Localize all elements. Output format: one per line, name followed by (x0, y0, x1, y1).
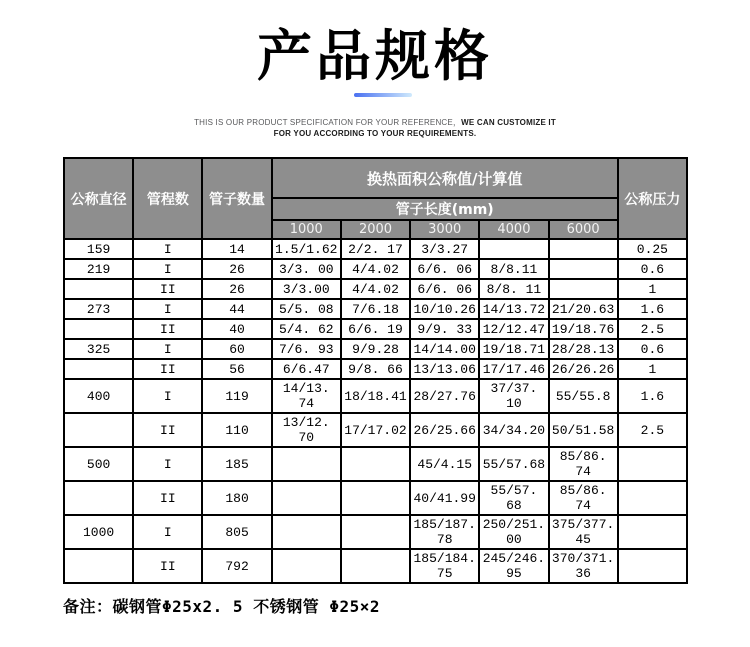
pressure-cell (618, 549, 687, 583)
header-length-3000: 3000 (410, 220, 479, 239)
tube-count-cell: 44 (202, 299, 271, 319)
area-4000-cell (479, 239, 548, 259)
tube-count-cell: 110 (202, 413, 271, 447)
passes-cell: II (133, 279, 202, 299)
area-6000-cell (549, 259, 618, 279)
area-1000-cell: 3/3. 00 (272, 259, 341, 279)
area-2000-cell: 4/4.02 (341, 279, 410, 299)
area-2000-cell: 9/9.28 (341, 339, 410, 359)
pressure-cell: 1.6 (618, 379, 687, 413)
header-pressure: 公称压力 (618, 158, 687, 239)
area-4000-cell: 55/57.68 (479, 447, 548, 481)
area-3000-cell: 40/41.99 (410, 481, 479, 515)
passes-cell: I (133, 239, 202, 259)
tube-count-cell: 26 (202, 259, 271, 279)
area-6000-cell: 19/18.76 (549, 319, 618, 339)
area-4000-cell: 55/57. 68 (479, 481, 548, 515)
area-2000-cell: 18/18.41 (341, 379, 410, 413)
area-4000-cell: 34/34.20 (479, 413, 548, 447)
accent-divider (354, 93, 412, 97)
area-3000-cell: 6/6. 06 (410, 259, 479, 279)
tube-count-cell: 40 (202, 319, 271, 339)
spec-table-header (64, 158, 687, 239)
area-1000-cell: 5/4. 62 (272, 319, 341, 339)
diameter-cell: 500 (64, 447, 133, 481)
area-1000-cell (272, 447, 341, 481)
subtitle-line-2: FOR YOU ACCORDING TO YOUR REQUIREMENTS. (273, 129, 477, 138)
diameter-cell (64, 359, 133, 379)
header-tube-count: 管子数量 (202, 158, 271, 239)
table-row (64, 239, 687, 259)
passes-cell: II (133, 359, 202, 379)
passes-cell: II (133, 413, 202, 447)
area-3000-cell: 9/9. 33 (410, 319, 479, 339)
diameter-cell: 1000 (64, 515, 133, 549)
pressure-cell: 0.6 (618, 259, 687, 279)
area-3000-cell: 13/13.06 (410, 359, 479, 379)
table-row (64, 549, 687, 583)
table-row (64, 379, 687, 413)
passes-cell: II (133, 319, 202, 339)
tube-count-cell: 56 (202, 359, 271, 379)
area-4000-cell: 8/8. 11 (479, 279, 548, 299)
passes-cell: I (133, 379, 202, 413)
diameter-cell: 325 (64, 339, 133, 359)
diameter-cell (64, 413, 133, 447)
area-6000-cell: 370/371. 36 (549, 549, 618, 583)
area-4000-cell: 14/13.72 (479, 299, 548, 319)
area-3000-cell: 14/14.00 (410, 339, 479, 359)
table-row (64, 481, 687, 515)
spec-table-body (64, 239, 687, 583)
header-length-1000: 1000 (272, 220, 341, 239)
area-2000-cell: 6/6. 19 (341, 319, 410, 339)
passes-cell: I (133, 259, 202, 279)
subtitle-line-1 (0, 117, 750, 128)
area-2000-cell: 17/17.02 (341, 413, 410, 447)
tube-count-cell: 180 (202, 481, 271, 515)
area-3000-cell: 26/25.66 (410, 413, 479, 447)
header-length-4000: 4000 (479, 220, 548, 239)
table-row (64, 279, 687, 299)
table-row (64, 515, 687, 549)
area-3000-cell: 185/187. 78 (410, 515, 479, 549)
subtitle-bold-text: WE CAN CUSTOMIZE IT (461, 118, 556, 127)
diameter-cell (64, 319, 133, 339)
area-6000-cell: 55/55.8 (549, 379, 618, 413)
area-6000-cell: 26/26.26 (549, 359, 618, 379)
pressure-cell (618, 481, 687, 515)
area-3000-cell: 28/27.76 (410, 379, 479, 413)
area-4000-cell: 8/8.11 (479, 259, 548, 279)
diameter-cell: 219 (64, 259, 133, 279)
table-row (64, 299, 687, 319)
area-1000-cell: 3/3.00 (272, 279, 341, 299)
area-1000-cell (272, 481, 341, 515)
footnote: 备注：碳钢管Φ25x2. 5 不锈钢管 Φ25×2 (63, 597, 380, 616)
pressure-cell (618, 515, 687, 549)
passes-cell: I (133, 447, 202, 481)
area-2000-cell: 4/4.02 (341, 259, 410, 279)
spec-table (63, 157, 688, 584)
area-1000-cell: 6/6.47 (272, 359, 341, 379)
pressure-cell (618, 447, 687, 481)
pressure-cell: 2.5 (618, 319, 687, 339)
area-3000-cell: 10/10.26 (410, 299, 479, 319)
area-2000-cell (341, 481, 410, 515)
table-row (64, 447, 687, 481)
tube-count-cell: 792 (202, 549, 271, 583)
area-2000-cell (341, 447, 410, 481)
area-1000-cell: 14/13. 74 (272, 379, 341, 413)
passes-cell: I (133, 339, 202, 359)
diameter-cell (64, 279, 133, 299)
tube-count-cell: 185 (202, 447, 271, 481)
area-4000-cell: 19/18.71 (479, 339, 548, 359)
header-tube-length: 管子长度(mm) (272, 198, 618, 220)
table-row (64, 319, 687, 339)
area-1000-cell: 13/12. 70 (272, 413, 341, 447)
diameter-cell: 159 (64, 239, 133, 259)
area-3000-cell: 6/6. 06 (410, 279, 479, 299)
area-6000-cell: 85/86. 74 (549, 481, 618, 515)
header-area-group: 换热面积公称值/计算值 (272, 158, 618, 198)
passes-cell: I (133, 299, 202, 319)
table-row (64, 359, 687, 379)
passes-cell: I (133, 515, 202, 549)
area-3000-cell: 185/184. 75 (410, 549, 479, 583)
area-3000-cell: 45/4.15 (410, 447, 479, 481)
table-row (64, 259, 687, 279)
pressure-cell: 0.25 (618, 239, 687, 259)
area-3000-cell: 3/3.27 (410, 239, 479, 259)
area-2000-cell (341, 515, 410, 549)
area-4000-cell: 245/246. 95 (479, 549, 548, 583)
pressure-cell: 1.6 (618, 299, 687, 319)
table-row (64, 413, 687, 447)
table-row (64, 339, 687, 359)
subtitle (0, 117, 750, 139)
pressure-cell: 0.6 (618, 339, 687, 359)
area-2000-cell: 2/2. 17 (341, 239, 410, 259)
pressure-cell: 2.5 (618, 413, 687, 447)
area-1000-cell (272, 515, 341, 549)
tube-count-cell: 14 (202, 239, 271, 259)
diameter-cell (64, 481, 133, 515)
area-1000-cell: 7/6. 93 (272, 339, 341, 359)
subtitle-normal-text: THIS IS OUR PRODUCT SPECIFICATION FOR YOUR REFERENCE， (194, 118, 462, 127)
passes-cell: II (133, 549, 202, 583)
area-4000-cell: 250/251. 00 (479, 515, 548, 549)
pressure-cell: 1 (618, 359, 687, 379)
area-2000-cell: 7/6.18 (341, 299, 410, 319)
area-2000-cell (341, 549, 410, 583)
passes-cell: II (133, 481, 202, 515)
header-diameter: 公称直径 (64, 158, 133, 239)
pressure-cell: 1 (618, 279, 687, 299)
area-6000-cell (549, 239, 618, 259)
diameter-cell: 273 (64, 299, 133, 319)
header-length-2000: 2000 (341, 220, 410, 239)
header-passes: 管程数 (133, 158, 202, 239)
area-1000-cell: 1.5/1.62 (272, 239, 341, 259)
area-6000-cell: 375/377. 45 (549, 515, 618, 549)
area-4000-cell: 17/17.46 (479, 359, 548, 379)
diameter-cell: 400 (64, 379, 133, 413)
diameter-cell (64, 549, 133, 583)
tube-count-cell: 805 (202, 515, 271, 549)
header-length-6000: 6000 (549, 220, 618, 239)
area-6000-cell: 85/86. 74 (549, 447, 618, 481)
area-2000-cell: 9/8. 66 (341, 359, 410, 379)
area-6000-cell: 50/51.58 (549, 413, 618, 447)
area-1000-cell: 5/5. 08 (272, 299, 341, 319)
area-6000-cell: 21/20.63 (549, 299, 618, 319)
area-1000-cell (272, 549, 341, 583)
tube-count-cell: 26 (202, 279, 271, 299)
area-6000-cell: 28/28.13 (549, 339, 618, 359)
tube-count-cell: 119 (202, 379, 271, 413)
area-4000-cell: 12/12.47 (479, 319, 548, 339)
area-4000-cell: 37/37. 10 (479, 379, 548, 413)
page-title: 产品规格 (256, 24, 493, 88)
tube-count-cell: 60 (202, 339, 271, 359)
area-6000-cell (549, 279, 618, 299)
